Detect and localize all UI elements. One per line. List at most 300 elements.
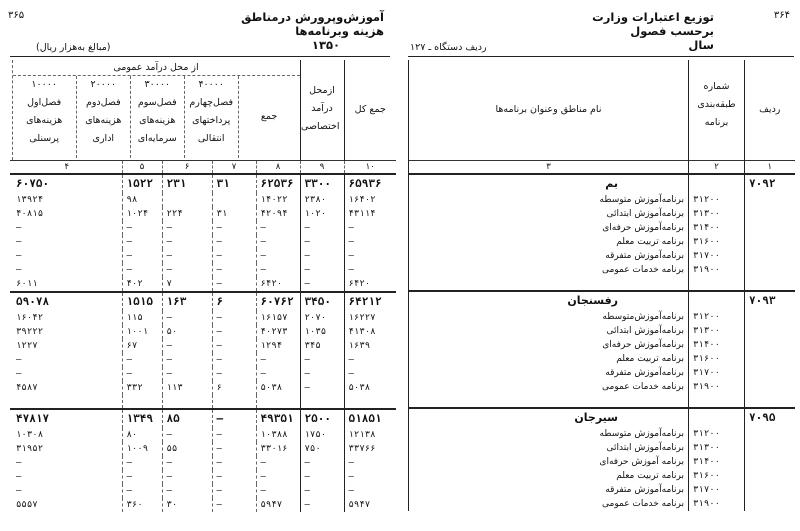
table-cell: ۶۴۲۱۲ xyxy=(344,292,396,311)
table-cell: — xyxy=(212,484,256,498)
table-cell: — xyxy=(212,263,256,277)
table-row xyxy=(10,339,396,353)
table-cell: ۳۳۰۰ xyxy=(300,174,344,193)
right-top-rule xyxy=(408,56,794,57)
table-cell: ۳۱۹۵۲ xyxy=(16,443,44,454)
table-cell: ۳۴۵ xyxy=(300,339,344,353)
table-row xyxy=(409,455,795,469)
table-cell: ۷ xyxy=(162,277,212,292)
table-cell: ۶۲۵۳۶ xyxy=(256,174,300,193)
table-cell: ۱۶۴۰۲ xyxy=(344,193,396,207)
table-cell: — xyxy=(16,354,22,365)
table-row xyxy=(409,394,795,408)
program-code: ۳۱۷۰۰ xyxy=(689,249,745,263)
table-row xyxy=(10,249,396,263)
row-number xyxy=(745,352,795,366)
table-cell: ۲۳۸۰ xyxy=(300,193,344,207)
table-cell: ۳۳۷۶۶ xyxy=(344,442,396,456)
table-row xyxy=(10,193,396,207)
left-table xyxy=(10,60,396,512)
column-number: ۱ xyxy=(745,160,795,174)
left-title-2: هزینه وبرنامه‌ها xyxy=(295,24,384,38)
table-cell: ۲۲۴ xyxy=(162,207,212,221)
table-cell: — xyxy=(212,235,256,249)
column-number: ۱۰ xyxy=(344,160,396,174)
table-cell: — xyxy=(344,249,396,263)
table-cell: ۶ xyxy=(212,381,256,395)
program-name: برنامه‌آموزش متوسطه xyxy=(409,193,689,207)
table-cell: ۵۵ xyxy=(162,442,212,456)
col-dedicated-header: ازمحل درآمد اختصاصی xyxy=(300,60,344,160)
table-cell: — xyxy=(344,484,396,498)
program-name: برنامه خدمات عمومی xyxy=(409,263,689,277)
table-cell: — xyxy=(16,457,22,468)
table-cell: — xyxy=(162,367,212,381)
program-code: ۳۱۹۰۰ xyxy=(689,497,745,511)
table-row xyxy=(10,367,396,381)
table-cell: ۵۰۳۸ xyxy=(256,381,300,395)
page-number-right: ۳۶۴ xyxy=(773,10,790,21)
table-cell: ۴۵۸۷ xyxy=(16,382,38,393)
table-cell: — xyxy=(162,249,212,263)
column-number-row xyxy=(10,160,396,174)
row-number: ۷۰۹۵ xyxy=(745,408,795,427)
program-code: ۳۱۹۰۰ xyxy=(689,263,745,277)
table-row xyxy=(409,352,795,366)
row-number xyxy=(745,310,795,324)
table-cell: ۱۲۲۷ xyxy=(16,340,38,351)
table-cell: — xyxy=(162,311,212,325)
col-ch3-header: ۳۰۰۰۰ فصل‌سوم هزینه‌های سرمایه‌ای xyxy=(130,76,184,158)
table-row xyxy=(10,325,396,339)
table-cell: — xyxy=(344,235,396,249)
table-row xyxy=(10,207,396,221)
table-cell: ۵۱۸۵۱ xyxy=(344,409,396,428)
table-cell: — xyxy=(212,353,256,367)
program-name xyxy=(409,394,689,408)
table-row xyxy=(10,428,396,442)
table-cell xyxy=(122,395,162,409)
table-cell: ۱۳۴۹ xyxy=(122,409,162,428)
right-title-3: سال xyxy=(688,38,714,52)
table-cell: — xyxy=(344,456,396,470)
program-name: برنامه‌آموزش متفرقه xyxy=(409,483,689,497)
row-number xyxy=(745,380,795,394)
table-cell: — xyxy=(16,236,22,247)
table-row xyxy=(10,353,396,367)
table-cell xyxy=(162,193,212,207)
table-cell: — xyxy=(162,353,212,367)
program-code: ۳۱۴۰۰ xyxy=(689,221,745,235)
program-code: ۳۱۴۰۰ xyxy=(689,338,745,352)
col-name-header: نام مناطق وعنوان برنامه‌ها xyxy=(409,60,689,160)
region-total-row xyxy=(10,174,396,193)
table-cell: — xyxy=(212,409,256,428)
table-cell: ۵۰۳۸ xyxy=(344,381,396,395)
table-cell: — xyxy=(344,367,396,381)
table-row xyxy=(10,277,396,292)
col-ch1-header: ۱۰۰۰۰ فصل‌اول هزینه‌های پرسنلی xyxy=(26,79,63,144)
col-ch4-header: ۴۰۰۰۰ فصل‌چهارم پرداختهای انتقالی xyxy=(184,76,238,158)
program-name: برنامه خدمات عمومی xyxy=(409,497,689,511)
program-code: ۳۱۶۰۰ xyxy=(689,352,745,366)
table-row xyxy=(409,380,795,394)
table-cell: ۱۶۲۲۷ xyxy=(344,311,396,325)
table-cell: ۱۰۲۰ xyxy=(300,207,344,221)
program-code: ۳۱۹۰۰ xyxy=(689,380,745,394)
table-row xyxy=(409,338,795,352)
program-name: برنامه‌آموزش حرفه‌ای xyxy=(409,221,689,235)
table-cell: ۲۰۷۰ xyxy=(300,311,344,325)
table-cell: ۴۹۳۵۱ xyxy=(256,409,300,428)
program-code: ۳۱۴۰۰ xyxy=(689,455,745,469)
table-cell: — xyxy=(300,263,344,277)
region-total-row xyxy=(409,291,795,310)
region-total-row xyxy=(10,409,396,428)
table-cell: — xyxy=(212,325,256,339)
table-cell: ۱۵۱۵ xyxy=(122,292,162,311)
table-row xyxy=(409,277,795,291)
col-code-header: شماره طبقه‌بندی برنامه xyxy=(689,60,745,160)
column-number: ۳ xyxy=(409,160,689,174)
table-cell: — xyxy=(344,263,396,277)
table-cell: ۲۳۱ xyxy=(162,174,212,193)
program-code xyxy=(689,174,745,193)
program-name: برنامه تربیت معلم xyxy=(409,235,689,249)
column-number: ۷ xyxy=(212,160,256,174)
table-cell xyxy=(300,395,344,409)
table-cell: ۳۳۲ xyxy=(122,381,162,395)
table-cell: — xyxy=(300,484,344,498)
table-row xyxy=(409,483,795,497)
table-cell: — xyxy=(16,485,22,496)
table-row xyxy=(409,249,795,263)
table-cell: ۱۴۰۲۲ xyxy=(256,193,300,207)
program-code: ۳۱۳۰۰ xyxy=(689,207,745,221)
table-cell: — xyxy=(256,470,300,484)
row-number xyxy=(745,441,795,455)
table-cell: ۲۵۰۰ xyxy=(300,409,344,428)
table-cell: ۱۱۳ xyxy=(162,381,212,395)
table-cell: — xyxy=(212,277,256,292)
right-page xyxy=(404,0,800,531)
table-row xyxy=(10,456,396,470)
program-code: ۳۱۳۰۰ xyxy=(689,441,745,455)
program-code xyxy=(689,408,745,427)
page-number-left: ۳۶۵ xyxy=(8,10,25,21)
table-cell: ۷۵۰ xyxy=(300,442,344,456)
table-cell: — xyxy=(162,484,212,498)
table-cell: ۶۷ xyxy=(122,339,162,353)
table-cell xyxy=(344,395,396,409)
program-code: ۳۱۶۰۰ xyxy=(689,235,745,249)
row-number xyxy=(745,455,795,469)
col-ch2-header: ۲۰۰۰۰ فصل‌دوم هزینه‌های اداری xyxy=(76,76,130,158)
table-cell: — xyxy=(212,498,256,512)
table-cell: ۴۰۸۱۵ xyxy=(16,208,44,219)
program-name: برنامه‌آموزش ابتدائی xyxy=(409,441,689,455)
table-cell: ۸۰ xyxy=(122,428,162,442)
table-cell: ۴۱۳۰۸ xyxy=(344,325,396,339)
table-cell: ۳۰ xyxy=(162,498,212,512)
table-cell: ۱۳۹۲۴ xyxy=(16,194,44,205)
table-row xyxy=(409,366,795,380)
program-code: ۳۱۷۰۰ xyxy=(689,483,745,497)
column-number: ۸ xyxy=(256,160,300,174)
table-cell: ۳۹۲۲۲ xyxy=(16,326,44,337)
row-number xyxy=(745,324,795,338)
row-number xyxy=(745,221,795,235)
program-code: ۳۱۶۰۰ xyxy=(689,469,745,483)
table-cell: — xyxy=(300,367,344,381)
table-cell: — xyxy=(122,470,162,484)
table-cell: — xyxy=(212,339,256,353)
table-cell: ۳۴۵۰ xyxy=(300,292,344,311)
table-row xyxy=(409,235,795,249)
table-cell: — xyxy=(212,249,256,263)
table-cell: — xyxy=(344,353,396,367)
program-code xyxy=(689,291,745,310)
table-cell: ۱۶۳۹ xyxy=(344,339,396,353)
row-number xyxy=(745,207,795,221)
table-cell: — xyxy=(256,263,300,277)
table-cell: — xyxy=(122,456,162,470)
general-revenue-group xyxy=(12,60,300,160)
table-cell: ۱۰۲۴ xyxy=(122,207,162,221)
table-row xyxy=(10,498,396,512)
table-cell: ۵۹۴۷ xyxy=(344,498,396,512)
region-total-row xyxy=(409,408,795,427)
table-cell: ۳۶۰ xyxy=(122,498,162,512)
table-row xyxy=(409,193,795,207)
program-name: برنامه‌آموزش ابتدائی xyxy=(409,207,689,221)
program-code: ۳۱۷۰۰ xyxy=(689,366,745,380)
region-total-row xyxy=(409,174,795,193)
table-cell: — xyxy=(300,498,344,512)
program-name: برنامه تربیت معلم xyxy=(409,469,689,483)
row-number xyxy=(745,394,795,408)
table-cell: — xyxy=(16,264,22,275)
table-row xyxy=(10,263,396,277)
table-row xyxy=(409,427,795,441)
table-cell: — xyxy=(162,470,212,484)
row-number: ۷۰۹۳ xyxy=(745,291,795,310)
row-number xyxy=(745,277,795,291)
row-number xyxy=(745,235,795,249)
region-name: رفسنجان xyxy=(409,291,689,310)
table-cell: ۶۵۹۳۶ xyxy=(344,174,396,193)
row-number xyxy=(745,469,795,483)
table-cell: ۵۵۵۷ xyxy=(16,499,38,510)
table-row xyxy=(10,470,396,484)
table-cell: — xyxy=(300,235,344,249)
program-code xyxy=(689,394,745,408)
table-cell: ۶۴۲۰ xyxy=(344,277,396,292)
program-code: ۳۱۲۰۰ xyxy=(689,427,745,441)
table-cell xyxy=(212,193,256,207)
region-name: سیرجان xyxy=(409,408,689,427)
program-name: برنامه‌آموزش متوسطه xyxy=(409,427,689,441)
table-cell: ۱۵۲۲ xyxy=(122,174,162,193)
table-cell: ۴۰۲ xyxy=(122,277,162,292)
table-row xyxy=(409,207,795,221)
program-name: برنامه‌آموزش متفرقه xyxy=(409,366,689,380)
table-cell: — xyxy=(256,484,300,498)
row-number xyxy=(745,263,795,277)
table-cell: ۱۲۱۳۸ xyxy=(344,428,396,442)
table-cell: ۱۲۹۴ xyxy=(256,339,300,353)
table-cell: — xyxy=(162,456,212,470)
row-number xyxy=(745,193,795,207)
col-subtotal-header: جمع xyxy=(238,76,299,158)
program-code: ۳۱۳۰۰ xyxy=(689,324,745,338)
table-cell: ۱۷۵۰ xyxy=(300,428,344,442)
table-cell: — xyxy=(300,277,344,292)
table-cell: — xyxy=(300,353,344,367)
program-name: برنامه‌آموزش متفرقه xyxy=(409,249,689,263)
table-cell: — xyxy=(256,456,300,470)
column-number: ۲ xyxy=(689,160,745,174)
program-code xyxy=(689,277,745,291)
program-name: برنامه آموزش حرفه‌ای xyxy=(409,455,689,469)
table-cell: — xyxy=(212,470,256,484)
table-cell: ۶ xyxy=(212,292,256,311)
table-cell: ۴۰۲۷۳ xyxy=(256,325,300,339)
column-number: ۴ xyxy=(12,160,122,174)
program-name: برنامه خدمات عمومی xyxy=(409,380,689,394)
table-cell: — xyxy=(122,249,162,263)
right-title-1: توزیع اعتبارات وزارت xyxy=(592,10,714,24)
table-cell: — xyxy=(16,471,22,482)
table-row xyxy=(409,497,795,511)
column-number: ۵ xyxy=(122,160,162,174)
column-number: ۹ xyxy=(300,160,344,174)
device-row-label: ردیف دستگاه ـ ۱۲۷ xyxy=(410,42,487,53)
table-cell: — xyxy=(300,221,344,235)
row-number xyxy=(745,497,795,511)
program-name: برنامه‌آموزش ابتدائی xyxy=(409,324,689,338)
row-number: ۷۰۹۲ xyxy=(745,174,795,193)
row-number xyxy=(745,483,795,497)
table-cell: — xyxy=(344,221,396,235)
table-row xyxy=(10,395,396,409)
table-cell: ۶۰۷۵۰ xyxy=(12,174,122,193)
table-cell: ۸۵ xyxy=(162,409,212,428)
table-cell: ۵۹۰۷۸ xyxy=(12,292,122,311)
program-code: ۳۱۲۰۰ xyxy=(689,193,745,207)
left-top-rule xyxy=(10,56,390,57)
row-number xyxy=(745,366,795,380)
table-cell: — xyxy=(122,484,162,498)
table-cell: — xyxy=(300,456,344,470)
program-name: برنامه‌آموزش‌متوسطه xyxy=(409,310,689,324)
table-cell: — xyxy=(212,221,256,235)
column-number-row xyxy=(409,160,795,174)
program-code: ۳۱۲۰۰ xyxy=(689,310,745,324)
table-cell: — xyxy=(162,428,212,442)
col-row-header: ردیف xyxy=(745,60,795,160)
table-cell: — xyxy=(162,339,212,353)
table-row xyxy=(10,235,396,249)
table-cell: — xyxy=(300,249,344,263)
row-number xyxy=(745,338,795,352)
table-cell: — xyxy=(162,263,212,277)
table-cell: ۱۰۳۸۸ xyxy=(256,428,300,442)
table-cell: — xyxy=(344,470,396,484)
region-name: بم xyxy=(409,174,689,193)
table-cell: ۶۰۷۶۲ xyxy=(256,292,300,311)
table-cell: — xyxy=(212,442,256,456)
column-number: ۶ xyxy=(162,160,212,174)
right-title-2: برحسب فصول xyxy=(630,24,714,38)
table-cell: — xyxy=(256,249,300,263)
table-cell: ۱۰۰۹ xyxy=(122,442,162,456)
table-cell: — xyxy=(212,428,256,442)
table-cell: — xyxy=(256,221,300,235)
region-total-row xyxy=(10,292,396,311)
table-cell: — xyxy=(212,367,256,381)
table-cell: ۳۳۰۱۶ xyxy=(256,442,300,456)
table-cell xyxy=(162,395,212,409)
table-cell: — xyxy=(16,368,22,379)
table-cell: — xyxy=(212,311,256,325)
table-cell: ۱۶۱۵۷ xyxy=(256,311,300,325)
table-row xyxy=(10,381,396,395)
table-cell: ۵۰ xyxy=(162,325,212,339)
program-name: برنامه‌آموزش حرفه‌ای xyxy=(409,338,689,352)
program-name xyxy=(409,277,689,291)
program-name: برنامه تربیت معلم xyxy=(409,352,689,366)
row-number xyxy=(745,249,795,263)
table-cell: ۱۰۳۰۸ xyxy=(16,429,44,440)
table-cell: ۶۴۲۰ xyxy=(256,277,300,292)
table-cell: — xyxy=(256,367,300,381)
table-cell: ۴۲۰۹۴ xyxy=(256,207,300,221)
table-cell: ۹۸ xyxy=(122,193,162,207)
row-number xyxy=(745,427,795,441)
table-cell xyxy=(12,395,122,409)
table-cell: — xyxy=(256,353,300,367)
table-cell: ۱۶۳ xyxy=(162,292,212,311)
left-title-1: آموزش‌وپرورش درمناطق xyxy=(241,10,384,24)
table-cell: ۵۹۴۷ xyxy=(256,498,300,512)
table-cell: — xyxy=(16,222,22,233)
right-table xyxy=(408,60,795,511)
unit-note: (مبالغ به‌هزار ریال) xyxy=(36,42,111,53)
table-row xyxy=(10,442,396,456)
table-cell: — xyxy=(122,263,162,277)
table-cell: ۱۱۵ xyxy=(122,311,162,325)
table-row xyxy=(10,311,396,325)
table-row xyxy=(409,469,795,483)
table-row xyxy=(10,484,396,498)
left-year: ۱۳۵۰ xyxy=(311,38,340,52)
table-cell: — xyxy=(212,456,256,470)
table-cell: — xyxy=(300,381,344,395)
table-row xyxy=(409,324,795,338)
table-cell: ۱۶۰۴۲ xyxy=(16,312,44,323)
table-cell xyxy=(256,395,300,409)
table-cell: ۶۰۱۱ xyxy=(16,278,38,289)
table-cell: — xyxy=(162,235,212,249)
group-header: از محل درآمد عمومی xyxy=(13,60,300,76)
table-row xyxy=(10,221,396,235)
table-cell: — xyxy=(162,221,212,235)
table-row xyxy=(409,310,795,324)
col-grand-total-header: جمع کل xyxy=(344,60,396,160)
table-cell: ۴۷۸۱۷ xyxy=(12,409,122,428)
table-cell: — xyxy=(122,235,162,249)
